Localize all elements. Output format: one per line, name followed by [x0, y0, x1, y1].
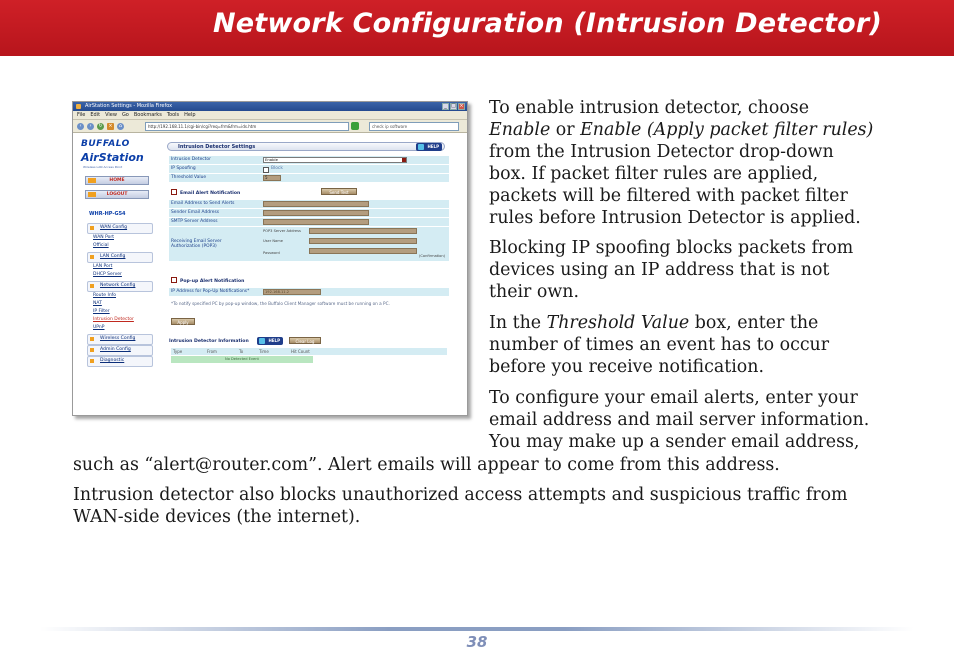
- text-line: Blocking IP spoofing blocks packets from: [489, 238, 854, 258]
- text-line: You may make up a sender email address,: [489, 432, 860, 452]
- intrusion-table-empty-row: No Detected Event: [171, 356, 313, 363]
- minimize-icon[interactable]: _: [442, 103, 449, 110]
- paragraph-email: [489, 387, 869, 453]
- pop3-user-label: User Name: [263, 239, 283, 243]
- logout-button[interactable]: [85, 190, 149, 199]
- intrusion-table-header: [171, 348, 447, 355]
- clear-log-button[interactable]: Clear Log: [289, 337, 321, 344]
- send-test-button[interactable]: Send Test: [321, 188, 357, 195]
- firefox-icon: [76, 104, 81, 109]
- paragraph-email-continued: such as “alert@router.com”. Alert emails will appear to come from this address.: [73, 455, 780, 475]
- popup-alert-section: [171, 277, 244, 284]
- menu-view[interactable]: View: [105, 112, 117, 118]
- window-controls: [442, 103, 465, 110]
- arrow-icon: [90, 255, 94, 259]
- menu-bar: [73, 111, 467, 120]
- sidebar-group-diagnostic[interactable]: [87, 356, 153, 367]
- pop3-password-input[interactable]: [309, 248, 417, 254]
- menu-file[interactable]: File: [77, 112, 86, 118]
- pop3-user-input[interactable]: [309, 238, 417, 244]
- text-line: devices using an IP address that is not: [489, 260, 830, 280]
- pop3-row: [169, 227, 449, 261]
- menu-help[interactable]: Help: [184, 112, 196, 118]
- text-line: To enable intrusion detector, choose: [489, 98, 810, 118]
- arrow-icon: [90, 337, 94, 341]
- sidebar-link-intrusion-detector[interactable]: Intrusion Detector: [93, 317, 134, 322]
- address-bar[interactable]: http://192.168.11.1/cgi-bin/cgi?req=frm&frm=ids.htm: [145, 122, 349, 131]
- logo-tagline: Wireless LAN Access Point: [83, 165, 123, 169]
- text-line: number of times an event has to occur: [489, 335, 830, 355]
- popup-address-row: [169, 288, 449, 296]
- sidebar-link-ip-filter[interactable]: IP Filter: [93, 309, 110, 314]
- text-line: Intrusion detector also blocks unauthorized access attempts and suspicious traffic from: [73, 485, 848, 505]
- pop3-server-label: POP3 Server Address: [263, 229, 301, 233]
- page-number: 38: [466, 633, 488, 651]
- emphasis: Enable: [489, 120, 551, 140]
- arrow-icon: [88, 178, 96, 183]
- emphasis: Enable (Apply packet filter rules): [580, 120, 874, 140]
- popup-address-input[interactable]: 192.168.11.2: [263, 289, 321, 295]
- email-alert-title: Email Alert Notification: [180, 191, 241, 196]
- text-line: [489, 312, 829, 334]
- pop3-server-input[interactable]: [309, 228, 417, 234]
- text-line: email address and mail server information.: [489, 410, 870, 430]
- text-span: box, enter the: [689, 313, 819, 333]
- sender-address-label: Sender Email Address: [171, 210, 220, 215]
- text-span: In the: [489, 313, 547, 333]
- sidebar-link-dhcp-server[interactable]: DHCP Server: [93, 272, 122, 277]
- ip-spoofing-checkbox[interactable]: [263, 167, 269, 173]
- sidebar-link-wan-port[interactable]: WAN Port: [93, 235, 114, 240]
- menu-edit[interactable]: Edit: [90, 112, 101, 118]
- paragraph-ip-spoofing: [489, 237, 853, 303]
- emphasis: Threshold Value: [546, 313, 690, 333]
- sidebar-link-lan-port[interactable]: LAN Port: [93, 264, 113, 269]
- text-line: [489, 119, 873, 141]
- airstation-logo: AirStation: [81, 151, 144, 164]
- reload-icon[interactable]: ↻: [98, 122, 103, 129]
- text-line: WAN-side devices (the internet).: [73, 507, 361, 527]
- browser-screenshot-figure: [72, 101, 468, 416]
- intrusion-detector-select[interactable]: Enable: [263, 157, 407, 163]
- checkbox-icon[interactable]: [171, 277, 177, 283]
- window-title: AirStation Settings - Mozilla Firefox: [85, 103, 173, 109]
- col-hit-count: Hit Count: [291, 349, 310, 354]
- intrusion-detector-label: Intrusion Detector: [171, 157, 211, 162]
- ip-spoofing-row: [169, 165, 449, 173]
- alert-address-input[interactable]: [263, 201, 369, 207]
- logout-label: LOGOUT: [106, 192, 128, 197]
- sidebar-group-label: Network Config: [100, 283, 136, 288]
- search-input[interactable]: check ip software: [369, 122, 459, 131]
- arrow-icon: [90, 284, 94, 288]
- menu-go[interactable]: Go: [121, 112, 129, 118]
- ip-spoofing-label: IP Spoofing: [171, 166, 196, 171]
- ip-spoofing-option: Block: [271, 166, 283, 171]
- text-span: or: [550, 120, 581, 140]
- text-line: To configure your email alerts, enter your: [489, 388, 858, 408]
- stop-icon[interactable]: ×: [108, 122, 113, 129]
- text-line: before you receive notification.: [489, 357, 765, 377]
- text-line: packets will be filtered with packet filter: [489, 186, 848, 206]
- pop3-password-label: Password: [263, 251, 280, 255]
- sender-address-input[interactable]: [263, 210, 369, 216]
- menu-tools[interactable]: Tools: [166, 112, 180, 118]
- go-icon[interactable]: [351, 122, 359, 130]
- back-icon[interactable]: ‹: [77, 123, 84, 130]
- sidebar-group-label: Admin Config: [100, 347, 131, 352]
- sidebar-link-route-info[interactable]: Route Info: [93, 293, 117, 298]
- home-label: HOME: [109, 178, 125, 183]
- arrow-icon: [90, 359, 94, 363]
- text-line: from the Intrusion Detector drop-down: [489, 142, 834, 162]
- sidebar-group-lan[interactable]: [87, 252, 153, 263]
- menu-bookmarks[interactable]: Bookmarks: [133, 112, 162, 118]
- threshold-row: [169, 174, 449, 182]
- page-title: Network Configuration (Intrusion Detector): [213, 8, 882, 39]
- intrusion-info-title: Intrusion Detector Information: [169, 339, 249, 344]
- sidebar-link-official[interactable]: Official: [93, 243, 109, 248]
- sidebar-group-network[interactable]: [87, 281, 153, 292]
- sender-address-row: [169, 209, 449, 217]
- popup-note: *To notify specified PC by pop-up window, the Buffalo Client Manager software must be running on a PC.: [171, 301, 390, 306]
- maximize-icon[interactable]: □: [451, 103, 456, 109]
- paragraph-threshold: [489, 312, 829, 378]
- sidebar-group-label: LAN Config: [100, 254, 126, 259]
- pop3-label: Receiving Email Server Authorization (POP3): [171, 239, 222, 249]
- home-button[interactable]: [85, 176, 149, 185]
- sidebar-group-wan[interactable]: [87, 223, 153, 234]
- sidebar-group-admin[interactable]: [87, 345, 153, 356]
- router-model: WHR-HP-G54: [89, 211, 126, 217]
- text-line: box. If packet filter rules are applied,: [489, 164, 819, 184]
- router-sidebar: [73, 134, 159, 415]
- alert-address-label: Email Address to Send Alerts: [171, 201, 235, 206]
- smtp-address-input[interactable]: [263, 219, 369, 225]
- smtp-address-row: [169, 218, 449, 226]
- arrow-icon: [90, 226, 94, 230]
- popup-address-label: IP Address for Pop-Up Notifications*: [171, 289, 250, 294]
- confirmation-label: (Confirmation): [419, 254, 446, 258]
- sidebar-link-upnp[interactable]: UPnP: [93, 325, 105, 330]
- settings-page-title: Intrusion Detector Settings: [167, 142, 445, 151]
- paragraph-enable: [489, 97, 873, 229]
- col-from: From: [207, 349, 217, 354]
- web-page: [73, 134, 467, 415]
- help-button[interactable]: HELP: [416, 143, 442, 151]
- threshold-label: Threshold Value: [171, 175, 207, 180]
- home-icon[interactable]: ⌂: [118, 122, 123, 129]
- sidebar-group-label: Diagnostic: [100, 358, 125, 363]
- col-type: Type: [173, 349, 183, 354]
- alert-address-row: [169, 200, 449, 208]
- threshold-input[interactable]: 5: [263, 175, 281, 181]
- close-icon[interactable]: ×: [459, 103, 464, 109]
- smtp-address-label: SMTP Server Address: [171, 219, 218, 224]
- col-time: Time: [259, 349, 269, 354]
- sidebar-group-label: Wireless Config: [100, 336, 136, 341]
- forward-icon[interactable]: ›: [87, 123, 94, 130]
- intrusion-detector-row: [169, 156, 449, 164]
- email-alert-section: [171, 189, 240, 196]
- sidebar-group-label: WAN Config: [100, 225, 128, 230]
- popup-alert-title: Pop-up Alert Notification: [180, 279, 245, 284]
- col-to: To: [239, 349, 244, 354]
- settings-content: [161, 134, 461, 415]
- arrow-icon: [88, 192, 96, 197]
- apply-button[interactable]: Apply: [171, 318, 195, 325]
- nav-toolbar: [73, 120, 467, 133]
- sidebar-group-wireless[interactable]: [87, 334, 153, 345]
- page-header: [0, 0, 954, 56]
- help-button[interactable]: HELP: [257, 337, 283, 345]
- buffalo-logo: BUFFALO: [81, 139, 130, 149]
- text-line: rules before Intrusion Detector is applied.: [489, 208, 861, 228]
- window-title-bar: [73, 102, 467, 111]
- text-line: their own.: [489, 282, 579, 302]
- paragraph-wan-blocking: [73, 484, 848, 528]
- footer-divider: [40, 627, 914, 631]
- arrow-icon: [90, 348, 94, 352]
- sidebar-link-nat[interactable]: NAT: [93, 301, 102, 306]
- checkbox-icon[interactable]: [171, 189, 177, 195]
